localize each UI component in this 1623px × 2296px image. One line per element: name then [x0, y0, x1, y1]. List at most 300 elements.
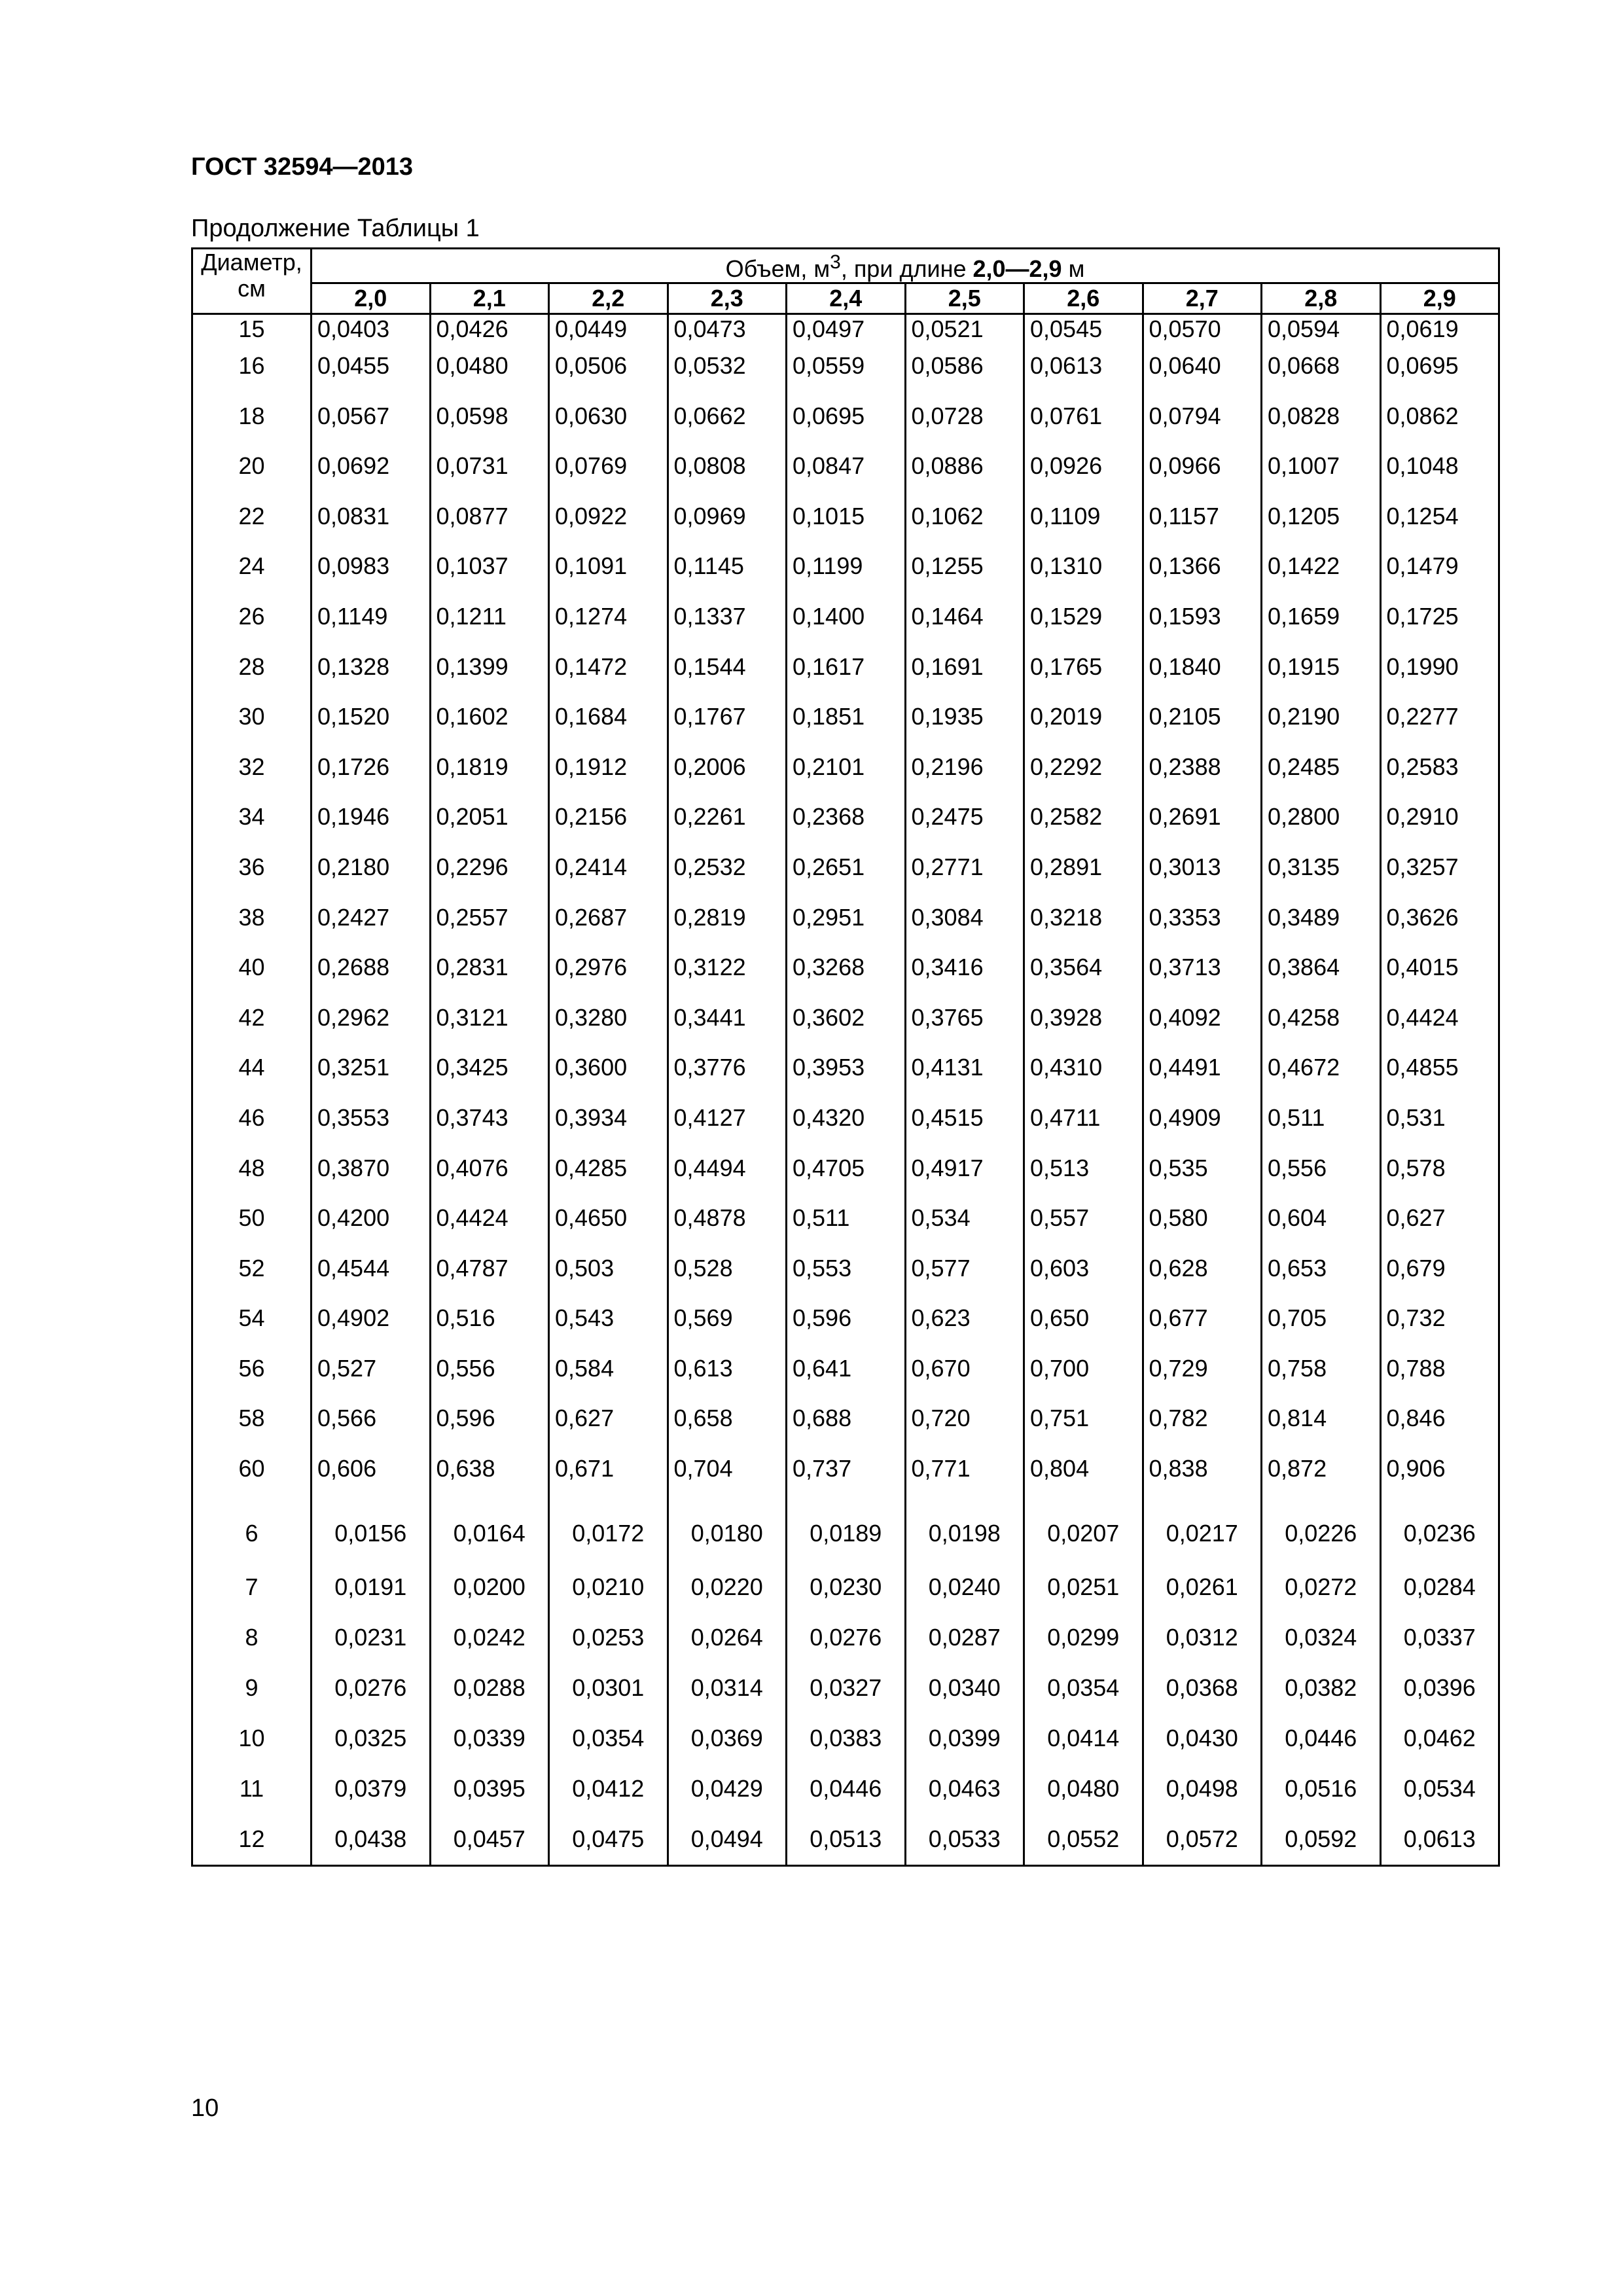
diameter-cell: 34: [192, 802, 312, 853]
volume-cell: 0,534: [905, 1204, 1024, 1254]
volume-cell: 0,3416: [905, 953, 1024, 1003]
volume-cell: 0,4131: [905, 1053, 1024, 1103]
volume-cell: 0,0572: [1143, 1814, 1262, 1866]
table-row: [192, 1713, 1499, 1764]
table-row: [192, 402, 1499, 452]
volume-cell: 0,528: [668, 1254, 787, 1304]
diameter-cell: 28: [192, 653, 312, 703]
length-header-cell: 2,6: [1024, 283, 1143, 314]
volume-cell: 0,604: [1262, 1204, 1381, 1254]
volume-cell: 0,2691: [1143, 802, 1262, 853]
volume-cell: 0,782: [1143, 1404, 1262, 1454]
volume-cell: 0,578: [1380, 1154, 1499, 1204]
volume-cell: 0,0446: [1262, 1713, 1381, 1764]
volume-cell: 0,2051: [430, 802, 549, 853]
volume-cell: 0,0180: [668, 1505, 787, 1562]
volume-cell: 0,0455: [312, 351, 431, 402]
volume-cell: 0,2101: [787, 753, 906, 803]
volume-cell: 0,628: [1143, 1254, 1262, 1304]
volume-cell: 0,638: [430, 1454, 549, 1505]
volume-cell: 0,4076: [430, 1154, 549, 1204]
volume-cell: 0,788: [1380, 1354, 1499, 1405]
volume-cell: 0,0922: [549, 502, 668, 552]
volume-cell: 0,4491: [1143, 1053, 1262, 1103]
volume-cell: 0,0640: [1143, 351, 1262, 402]
volume-cell: 0,0552: [1024, 1814, 1143, 1866]
volume-cell: 0,705: [1262, 1304, 1381, 1354]
volume-cell: 0,0231: [312, 1613, 431, 1663]
volume-cell: 0,0662: [668, 402, 787, 452]
volume-cell: 0,0396: [1380, 1663, 1499, 1713]
volume-cell: 0,4258: [1262, 1003, 1381, 1054]
volume-cell: 0,0354: [549, 1713, 668, 1764]
diameter-cell: 10: [192, 1713, 312, 1764]
volume-cell: 0,0288: [430, 1663, 549, 1713]
volume-cell: 0,0570: [1143, 314, 1262, 352]
volume-cell: 0,0534: [1380, 1764, 1499, 1814]
volume-cell: 0,3121: [430, 1003, 549, 1054]
volume-cell: 0,0172: [549, 1505, 668, 1562]
volume-cell: 0,1659: [1262, 602, 1381, 653]
volume-cell: 0,0438: [312, 1814, 431, 1866]
table-row: [192, 1663, 1499, 1713]
volume-cell: 0,3441: [668, 1003, 787, 1054]
table-body-small: [192, 1505, 1499, 1866]
volume-cell: 0,2687: [549, 903, 668, 954]
volume-cell: 0,2891: [1024, 853, 1143, 903]
volume-cell: 0,1767: [668, 702, 787, 753]
volume-cell: 0,511: [1262, 1103, 1381, 1154]
volume-cell: 0,2196: [905, 753, 1024, 803]
diameter-cell: 42: [192, 1003, 312, 1054]
volume-cell: 0,838: [1143, 1454, 1262, 1505]
volume-cell: 0,3218: [1024, 903, 1143, 954]
volume-cell: 0,688: [787, 1404, 906, 1454]
volume-cell: 0,0695: [1380, 351, 1499, 402]
length-header-cell: 2,5: [905, 283, 1024, 314]
table-row: [192, 1103, 1499, 1154]
volume-cell: 0,4285: [549, 1154, 668, 1204]
length-header-cell: 2,2: [549, 283, 668, 314]
volume-cell: 0,3013: [1143, 853, 1262, 903]
diameter-cell: 38: [192, 903, 312, 954]
volume-cell: 0,2180: [312, 853, 431, 903]
diameter-cell: 18: [192, 402, 312, 452]
volume-cell: 0,613: [668, 1354, 787, 1405]
volume-cell: 0,732: [1380, 1304, 1499, 1354]
table-row: [192, 1404, 1499, 1454]
volume-cell: 0,641: [787, 1354, 906, 1405]
volume-cell: 0,0695: [787, 402, 906, 452]
volume-cell: 0,556: [430, 1354, 549, 1405]
length-header-cell: 2,1: [430, 283, 549, 314]
volume-cell: 0,566: [312, 1404, 431, 1454]
volume-cell: 0,1211: [430, 602, 549, 653]
volume-cell: 0,1254: [1380, 502, 1499, 552]
table-row: [192, 702, 1499, 753]
volume-cell: 0,0862: [1380, 402, 1499, 452]
volume-cell: 0,516: [430, 1304, 549, 1354]
volume-header-range: 2,0—2,9: [972, 255, 1062, 282]
volume-cell: 0,0399: [905, 1713, 1024, 1764]
volume-cell: 0,3864: [1262, 953, 1381, 1003]
volume-cell: 0,3776: [668, 1053, 787, 1103]
table-row: [192, 1764, 1499, 1814]
table-row: [192, 853, 1499, 903]
volume-cell: 0,606: [312, 1454, 431, 1505]
volume-cell: 0,0886: [905, 452, 1024, 502]
volume-cell: 0,623: [905, 1304, 1024, 1354]
volume-cell: 0,0473: [668, 314, 787, 352]
volume-cell: 0,0164: [430, 1505, 549, 1562]
volume-cell: 0,0369: [668, 1713, 787, 1764]
volume-cell: 0,527: [312, 1354, 431, 1405]
volume-cell: 0,543: [549, 1304, 668, 1354]
volume-cell: 0,0284: [1380, 1562, 1499, 1613]
volume-cell: 0,1819: [430, 753, 549, 803]
volume-cell: 0,627: [1380, 1204, 1499, 1254]
diameter-cell: 7: [192, 1562, 312, 1613]
volume-cell: 0,1422: [1262, 552, 1381, 602]
table-row: [192, 1204, 1499, 1254]
volume-cell: 0,0516: [1262, 1764, 1381, 1814]
diameter-cell: 32: [192, 753, 312, 803]
volume-cell: 0,0926: [1024, 452, 1143, 502]
volume-cell: 0,2105: [1143, 702, 1262, 753]
volume-cell: 0,4320: [787, 1103, 906, 1154]
volume-cell: 0,3553: [312, 1103, 431, 1154]
volume-cell: 0,2414: [549, 853, 668, 903]
volume-cell: 0,3602: [787, 1003, 906, 1054]
volume-cell: 0,872: [1262, 1454, 1381, 1505]
volume-cell: 0,2368: [787, 802, 906, 853]
volume-cell: 0,2532: [668, 853, 787, 903]
volume-cell: 0,0559: [787, 351, 906, 402]
volume-cell: 0,0532: [668, 351, 787, 402]
volume-cell: 0,4544: [312, 1254, 431, 1304]
volume-cell: 0,0382: [1262, 1663, 1381, 1713]
volume-cell: 0,0969: [668, 502, 787, 552]
volume-cell: 0,3713: [1143, 953, 1262, 1003]
volume-cell: 0,0276: [312, 1663, 431, 1713]
volume-cell: 0,1946: [312, 802, 431, 853]
volume-cell: 0,1149: [312, 602, 431, 653]
volume-cell: 0,0324: [1262, 1613, 1381, 1663]
volume-cell: 0,771: [905, 1454, 1024, 1505]
volume-cell: 0,1007: [1262, 452, 1381, 502]
volume-cell: 0,0383: [787, 1713, 906, 1764]
volume-cell: 0,0156: [312, 1505, 431, 1562]
volume-cell: 0,1205: [1262, 502, 1381, 552]
volume-cell: 0,0769: [549, 452, 668, 502]
volume-cell: 0,584: [549, 1354, 668, 1405]
volume-cell: 0,679: [1380, 1254, 1499, 1304]
volume-cell: 0,3084: [905, 903, 1024, 954]
volume-cell: 0,4127: [668, 1103, 787, 1154]
diameter-cell: 60: [192, 1454, 312, 1505]
volume-cell: 0,0217: [1143, 1505, 1262, 1562]
volume-cell: 0,1464: [905, 602, 1024, 653]
table-row: [192, 1562, 1499, 1613]
volume-cell: 0,653: [1262, 1254, 1381, 1304]
volume-cell: 0,2688: [312, 953, 431, 1003]
volume-cell: 0,0395: [430, 1764, 549, 1814]
volume-cell: 0,2651: [787, 853, 906, 903]
volume-cell: 0,0731: [430, 452, 549, 502]
volume-cell: 0,0226: [1262, 1505, 1381, 1562]
volume-cell: 0,3353: [1143, 903, 1262, 954]
volume-cell: 0,0242: [430, 1613, 549, 1663]
table-row: [192, 1454, 1499, 1505]
volume-cell: 0,0287: [905, 1613, 1024, 1663]
volume-cell: 0,1725: [1380, 602, 1499, 653]
volume-cell: 0,700: [1024, 1354, 1143, 1405]
diameter-cell: 56: [192, 1354, 312, 1405]
volume-cell: 0,0191: [312, 1562, 431, 1613]
table-row: [192, 1053, 1499, 1103]
volume-cell: 0,4705: [787, 1154, 906, 1204]
volume-cell: 0,0692: [312, 452, 431, 502]
volume-cell: 0,1274: [549, 602, 668, 653]
volume-cell: 0,1529: [1024, 602, 1143, 653]
volume-cell: 0,0598: [430, 402, 549, 452]
volume-cell: 0,2582: [1024, 802, 1143, 853]
volume-cell: 0,804: [1024, 1454, 1143, 1505]
table-header: [192, 249, 1499, 314]
table-row: [192, 1254, 1499, 1304]
volume-cell: 0,2583: [1380, 753, 1499, 803]
volume-cell: 0,4310: [1024, 1053, 1143, 1103]
volume-cell: 0,1935: [905, 702, 1024, 753]
volume-cell: 0,670: [905, 1354, 1024, 1405]
volume-header-mid: , при длине: [840, 255, 973, 282]
volume-cell: 0,3425: [430, 1053, 549, 1103]
volume-cell: 0,2771: [905, 853, 1024, 903]
volume-cell: 0,2475: [905, 802, 1024, 853]
volume-cell: 0,1310: [1024, 552, 1143, 602]
volume-cell: 0,1255: [905, 552, 1024, 602]
volume-cell: 0,0586: [905, 351, 1024, 402]
table-row: [192, 351, 1499, 402]
volume-column-header: [312, 249, 1499, 283]
volume-cell: 0,4917: [905, 1154, 1024, 1204]
volume-cell: 0,2006: [668, 753, 787, 803]
length-header-cell: 2,3: [668, 283, 787, 314]
volume-cell: 0,0301: [549, 1663, 668, 1713]
document-title: ГОСТ 32594—2013: [191, 153, 414, 181]
table-body-main: [192, 314, 1499, 1505]
table-row: [192, 552, 1499, 602]
diameter-cell: 11: [192, 1764, 312, 1814]
volume-cell: 0,2557: [430, 903, 549, 954]
volume-cell: 0,0325: [312, 1713, 431, 1764]
volume-cell: 0,0189: [787, 1505, 906, 1562]
volume-cell: 0,580: [1143, 1204, 1262, 1254]
volume-cell: 0,1328: [312, 653, 431, 703]
volume-cell: 0,0457: [430, 1814, 549, 1866]
volume-cell: 0,0463: [905, 1764, 1024, 1814]
volume-cell: 0,0446: [787, 1764, 906, 1814]
volume-cell: 0,2800: [1262, 802, 1381, 853]
volume-cell: 0,0728: [905, 402, 1024, 452]
volume-cell: 0,2962: [312, 1003, 431, 1054]
volume-cell: 0,2261: [668, 802, 787, 853]
volume-cell: 0,0594: [1262, 314, 1381, 352]
volume-cell: 0,1337: [668, 602, 787, 653]
volume-cell: 0,0462: [1380, 1713, 1499, 1764]
table-caption: Продолжение Таблицы 1: [191, 215, 480, 242]
diameter-header-line1: Диаметр,: [201, 249, 302, 276]
volume-cell: 0,0261: [1143, 1562, 1262, 1613]
volume-cell: 0,3765: [905, 1003, 1024, 1054]
volume-cell: 0,0210: [549, 1562, 668, 1613]
volume-cell: 0,704: [668, 1454, 787, 1505]
volume-cell: 0,596: [430, 1404, 549, 1454]
volume-header-suffix: м: [1061, 255, 1085, 282]
volume-cell: 0,3934: [549, 1103, 668, 1154]
volume-cell: 0,1593: [1143, 602, 1262, 653]
volume-cell: 0,513: [1024, 1154, 1143, 1204]
diameter-cell: 52: [192, 1254, 312, 1304]
table-row: [192, 502, 1499, 552]
volume-cell: 0,1400: [787, 602, 906, 653]
volume-cell: 0,758: [1262, 1354, 1381, 1405]
volume-cell: 0,0354: [1024, 1663, 1143, 1713]
volume-cell: 0,1199: [787, 552, 906, 602]
volume-cell: 0,0276: [787, 1613, 906, 1663]
volume-cell: 0,3743: [430, 1103, 549, 1154]
volume-cell: 0,906: [1380, 1454, 1499, 1505]
diameter-cell: 50: [192, 1204, 312, 1254]
volume-cell: 0,1602: [430, 702, 549, 753]
volume-cell: 0,0314: [668, 1663, 787, 1713]
volume-cell: 0,596: [787, 1304, 906, 1354]
volume-cell: 0,0480: [1024, 1764, 1143, 1814]
volume-cell: 0,0567: [312, 402, 431, 452]
volume-cell: 0,0808: [668, 452, 787, 502]
table-row: [192, 903, 1499, 954]
volume-cell: 0,751: [1024, 1404, 1143, 1454]
volume-cell: 0,3600: [549, 1053, 668, 1103]
volume-cell: 0,658: [668, 1404, 787, 1454]
volume-cell: 0,0668: [1262, 351, 1381, 402]
diameter-cell: 16: [192, 351, 312, 402]
volume-cell: 0,1726: [312, 753, 431, 803]
table-row: [192, 802, 1499, 853]
length-header-cell: 2,0: [312, 283, 431, 314]
diameter-cell: 24: [192, 552, 312, 602]
volume-cell: 0,2819: [668, 903, 787, 954]
volume-cell: 0,671: [549, 1454, 668, 1505]
volume-cell: 0,1840: [1143, 653, 1262, 703]
volume-cell: 0,0619: [1380, 314, 1499, 352]
volume-cell: 0,0521: [905, 314, 1024, 352]
volume-cell: 0,2831: [430, 953, 549, 1003]
volume-cell: 0,2910: [1380, 802, 1499, 853]
volume-cell: 0,1091: [549, 552, 668, 602]
volume-table: [191, 247, 1500, 1867]
volume-cell: 0,1617: [787, 653, 906, 703]
volume-cell: 0,0613: [1024, 351, 1143, 402]
volume-cell: 0,0429: [668, 1764, 787, 1814]
volume-cell: 0,2976: [549, 953, 668, 1003]
volume-cell: 0,0299: [1024, 1613, 1143, 1663]
length-header-cell: 2,7: [1143, 283, 1262, 314]
volume-cell: 0,0831: [312, 502, 431, 552]
volume-cell: 0,0230: [787, 1562, 906, 1613]
volume-cell: 0,553: [787, 1254, 906, 1304]
volume-cell: 0,4878: [668, 1204, 787, 1254]
volume-cell: 0,0630: [549, 402, 668, 452]
volume-cell: 0,0251: [1024, 1562, 1143, 1613]
volume-cell: 0,4015: [1380, 953, 1499, 1003]
volume-cell: 0,3564: [1024, 953, 1143, 1003]
volume-cell: 0,2156: [549, 802, 668, 853]
volume-cell: 0,0339: [430, 1713, 549, 1764]
table-row: [192, 452, 1499, 502]
volume-cell: 0,720: [905, 1404, 1024, 1454]
volume-cell: 0,3489: [1262, 903, 1381, 954]
volume-cell: 0,0327: [787, 1663, 906, 1713]
volume-cell: 0,0337: [1380, 1613, 1499, 1663]
table-row: [192, 1304, 1499, 1354]
diameter-cell: 12: [192, 1814, 312, 1866]
volume-cell: 0,535: [1143, 1154, 1262, 1204]
volume-cell: 0,4494: [668, 1154, 787, 1204]
table-row: [192, 753, 1499, 803]
diameter-cell: 20: [192, 452, 312, 502]
volume-cell: 0,0414: [1024, 1713, 1143, 1764]
volume-cell: 0,0449: [549, 314, 668, 352]
volume-cell: 0,1399: [430, 653, 549, 703]
volume-cell: 0,531: [1380, 1103, 1499, 1154]
page-number: 10: [191, 2094, 219, 2122]
volume-cell: 0,3928: [1024, 1003, 1143, 1054]
volume-cell: 0,4787: [430, 1254, 549, 1304]
diameter-cell: 40: [192, 953, 312, 1003]
volume-header-prefix: Объем, м: [725, 255, 830, 282]
volume-cell: 0,2292: [1024, 753, 1143, 803]
volume-cell: 0,0207: [1024, 1505, 1143, 1562]
volume-cell: 0,2427: [312, 903, 431, 954]
volume-cell: 0,677: [1143, 1304, 1262, 1354]
volume-cell: 0,3257: [1380, 853, 1499, 903]
volume-cell: 0,3251: [312, 1053, 431, 1103]
volume-header-sup: 3: [830, 251, 841, 273]
diameter-cell: 26: [192, 602, 312, 653]
diameter-cell: 30: [192, 702, 312, 753]
volume-cell: 0,1472: [549, 653, 668, 703]
diameter-cell: 22: [192, 502, 312, 552]
table-row: [192, 602, 1499, 653]
volume-cell: 0,0412: [549, 1764, 668, 1814]
volume-cell: 0,0475: [549, 1814, 668, 1866]
volume-cell: 0,0847: [787, 452, 906, 502]
volume-cell: 0,0761: [1024, 402, 1143, 452]
volume-cell: 0,0403: [312, 314, 431, 352]
diameter-cell: 36: [192, 853, 312, 903]
volume-cell: 0,0828: [1262, 402, 1381, 452]
table-row: [192, 1003, 1499, 1054]
diameter-cell: 9: [192, 1663, 312, 1713]
volume-cell: 0,0236: [1380, 1505, 1499, 1562]
table-row: [192, 953, 1499, 1003]
volume-cell: 0,556: [1262, 1154, 1381, 1204]
volume-cell: 0,2485: [1262, 753, 1381, 803]
table-row: [192, 1154, 1499, 1204]
volume-cell: 0,846: [1380, 1404, 1499, 1454]
diameter-header-line2: см: [238, 275, 266, 302]
